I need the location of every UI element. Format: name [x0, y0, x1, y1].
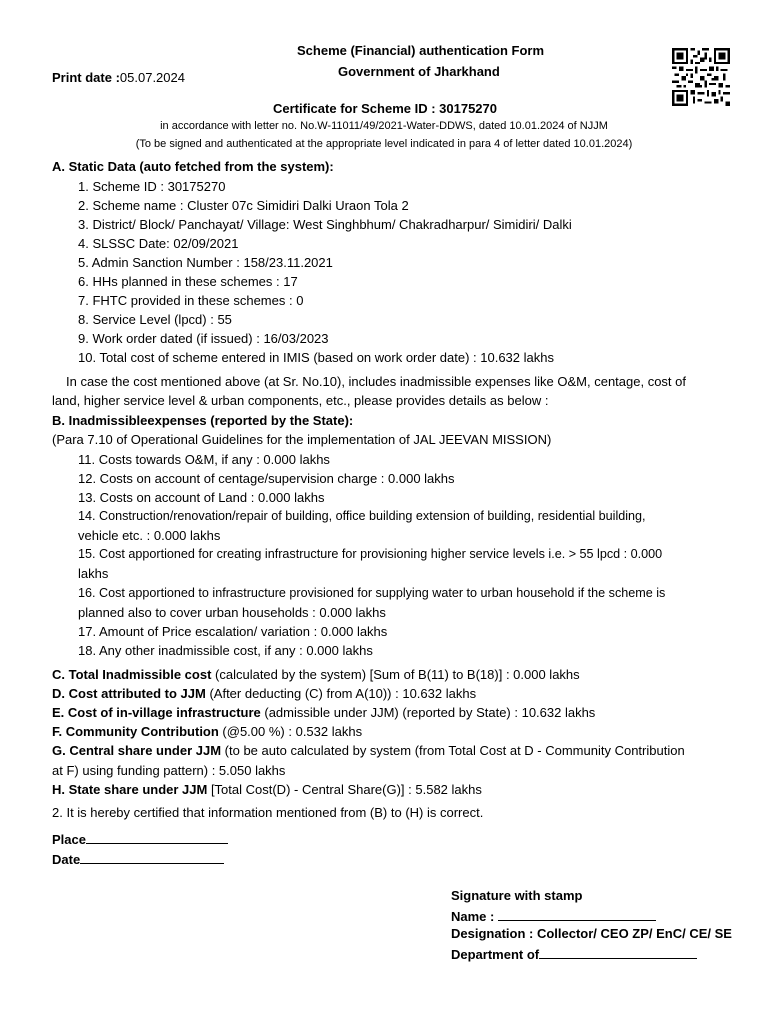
section-a-heading: A. Static Data (auto fetched from the system):: [52, 159, 334, 174]
inadmissible-item: 13. Costs on account of Land : 0.000 lakhs: [78, 490, 325, 505]
section-d: [52, 686, 476, 701]
section-b-heading: B. Inadmissibleexpenses (reported by the State):: [52, 413, 354, 428]
static-data-item: 3. District/ Block/ Panchayat/ Village: West Singhbhum/ Chakradharpur/ Simidiri/ Dalki: [78, 217, 572, 232]
section-e-label: E. Cost of in-village infrastructure: [52, 705, 261, 720]
inadmissible-item-cont: vehicle etc. : 0.000 lakhs: [78, 528, 221, 543]
date-label: Date: [52, 852, 81, 867]
section-e: [52, 705, 595, 720]
inadmissible-item: 11. Costs towards O&M, if any : 0.000 lakhs: [78, 452, 330, 467]
inadmissible-item-cont: lakhs: [78, 566, 109, 581]
inadmissible-item: 12. Costs on account of centage/supervision charge : 0.000 lakhs: [78, 471, 455, 486]
place-label: Place: [52, 832, 86, 847]
name-label: Name :: [451, 909, 495, 924]
name-field: [451, 907, 656, 924]
place-field: [52, 830, 228, 847]
section-g-text: (to be auto calculated by system (from Total Cost at D - Community Contribution: [221, 743, 685, 758]
section-g-label: G. Central share under JJM: [52, 743, 222, 758]
section-h-label: H. State share under JJM: [52, 782, 208, 797]
certificate-title: Certificate for Scheme ID : 30175270: [273, 101, 497, 116]
section-d-text: (After deducting (C) from A(10)) : 10.632 lakhs: [205, 686, 477, 701]
inadmissible-intro-line1: In case the cost mentioned above (at Sr. No.10), includes inadmissible expenses like O&M, centage, cost of: [66, 374, 686, 389]
section-c-label: C. Total Inadmissible cost: [52, 667, 212, 682]
inadmissible-item-cont: planned also to cover urban households : 0.000 lakhs: [78, 605, 386, 620]
inadmissible-item: 15. Cost apportioned for creating infrastructure for provisioning higher service levels i.e. > 55 lpcd : 0.000: [78, 547, 663, 561]
signing-note: (To be signed and authenticated at the appropriate level indicated in para 4 of letter dated 10.01.2024): [135, 138, 633, 150]
section-f: [52, 724, 362, 739]
section-d-label: D. Cost attributed to JJM: [52, 686, 206, 701]
section-c-text: (calculated by the system) [Sum of B(11) to B(18)] : 0.000 lakhs: [211, 667, 580, 682]
section-f-text: (@5.00 %) : 0.532 lakhs: [218, 724, 363, 739]
date-blank-line[interactable]: [80, 850, 224, 864]
place-blank-line[interactable]: [86, 830, 228, 844]
static-data-item: 4. SLSSC Date: 02/09/2021: [78, 236, 239, 251]
section-h: [52, 782, 482, 797]
static-data-item: 5. Admin Sanction Number : 158/23.11.2021: [78, 255, 333, 270]
static-data-item: 9. Work order dated (if issued) : 16/03/2023: [78, 331, 329, 346]
department-label: Department of: [451, 947, 540, 962]
form-title: Scheme (Financial) authentication Form: [297, 43, 545, 58]
department-field: [451, 945, 697, 962]
static-data-item: 10. Total cost of scheme entered in IMIS (based on work order date) : 10.632 lakhs: [78, 350, 554, 365]
section-c: [52, 667, 580, 682]
print-date-value: 05.07.2024: [119, 70, 185, 85]
government-name: Government of Jharkhand: [338, 64, 500, 79]
inadmissible-intro-line2: land, higher service level & urban components, etc., please provides details as below :: [52, 393, 549, 408]
static-data-item: 2. Scheme name : Cluster 07c Simidiri Dalki Uraon Tola 2: [78, 198, 409, 213]
letter-reference: in accordance with letter no. No.W-11011/49/2021-Water-DDWS, dated 10.01.2024 of NJJM: [160, 120, 608, 132]
certification-statement: 2. It is hereby certified that information mentioned from (B) to (H) is correct.: [52, 805, 484, 820]
static-data-item: 6. HHs planned in these schemes : 17: [78, 274, 298, 289]
inadmissible-item: 16. Cost apportioned to infrastructure provisioned for supplying water to urban household if the scheme is: [78, 586, 666, 600]
section-g-cont: at F) using funding pattern) : 5.050 lakhs: [52, 763, 286, 778]
inadmissible-item: 17. Amount of Price escalation/ variation : 0.000 lakhs: [78, 624, 388, 639]
static-data-item: 1. Scheme ID : 30175270: [78, 179, 226, 194]
print-date-label: Print date :: [52, 70, 120, 85]
static-data-item: 8. Service Level (lpcd) : 55: [78, 312, 232, 327]
section-e-text: (admissible under JJM) (reported by State) : 10.632 lakhs: [260, 705, 596, 720]
signature-title: Signature with stamp: [451, 888, 583, 903]
department-blank-line[interactable]: [539, 945, 697, 959]
inadmissible-item: 14. Construction/renovation/repair of building, office building extension of building, residential building,: [78, 509, 646, 523]
section-g: [52, 743, 685, 758]
section-h-text: [Total Cost(D) - Central Share(G)] : 5.582 lakhs: [207, 782, 482, 797]
qr-code-icon: [670, 48, 732, 106]
static-data-item: 7. FHTC provided in these schemes : 0: [78, 293, 304, 308]
designation: Designation : Collector/ CEO ZP/ EnC/ CE/ SE: [451, 926, 732, 941]
section-f-label: F. Community Contribution: [52, 724, 219, 739]
inadmissible-item: 18. Any other inadmissible cost, if any : 0.000 lakhs: [78, 643, 373, 658]
section-b-reference: (Para 7.10 of Operational Guidelines for the implementation of JAL JEEVAN MISSION): [52, 432, 552, 447]
print-date: [52, 70, 185, 85]
date-field: [52, 850, 224, 867]
name-blank-line[interactable]: [498, 907, 656, 921]
